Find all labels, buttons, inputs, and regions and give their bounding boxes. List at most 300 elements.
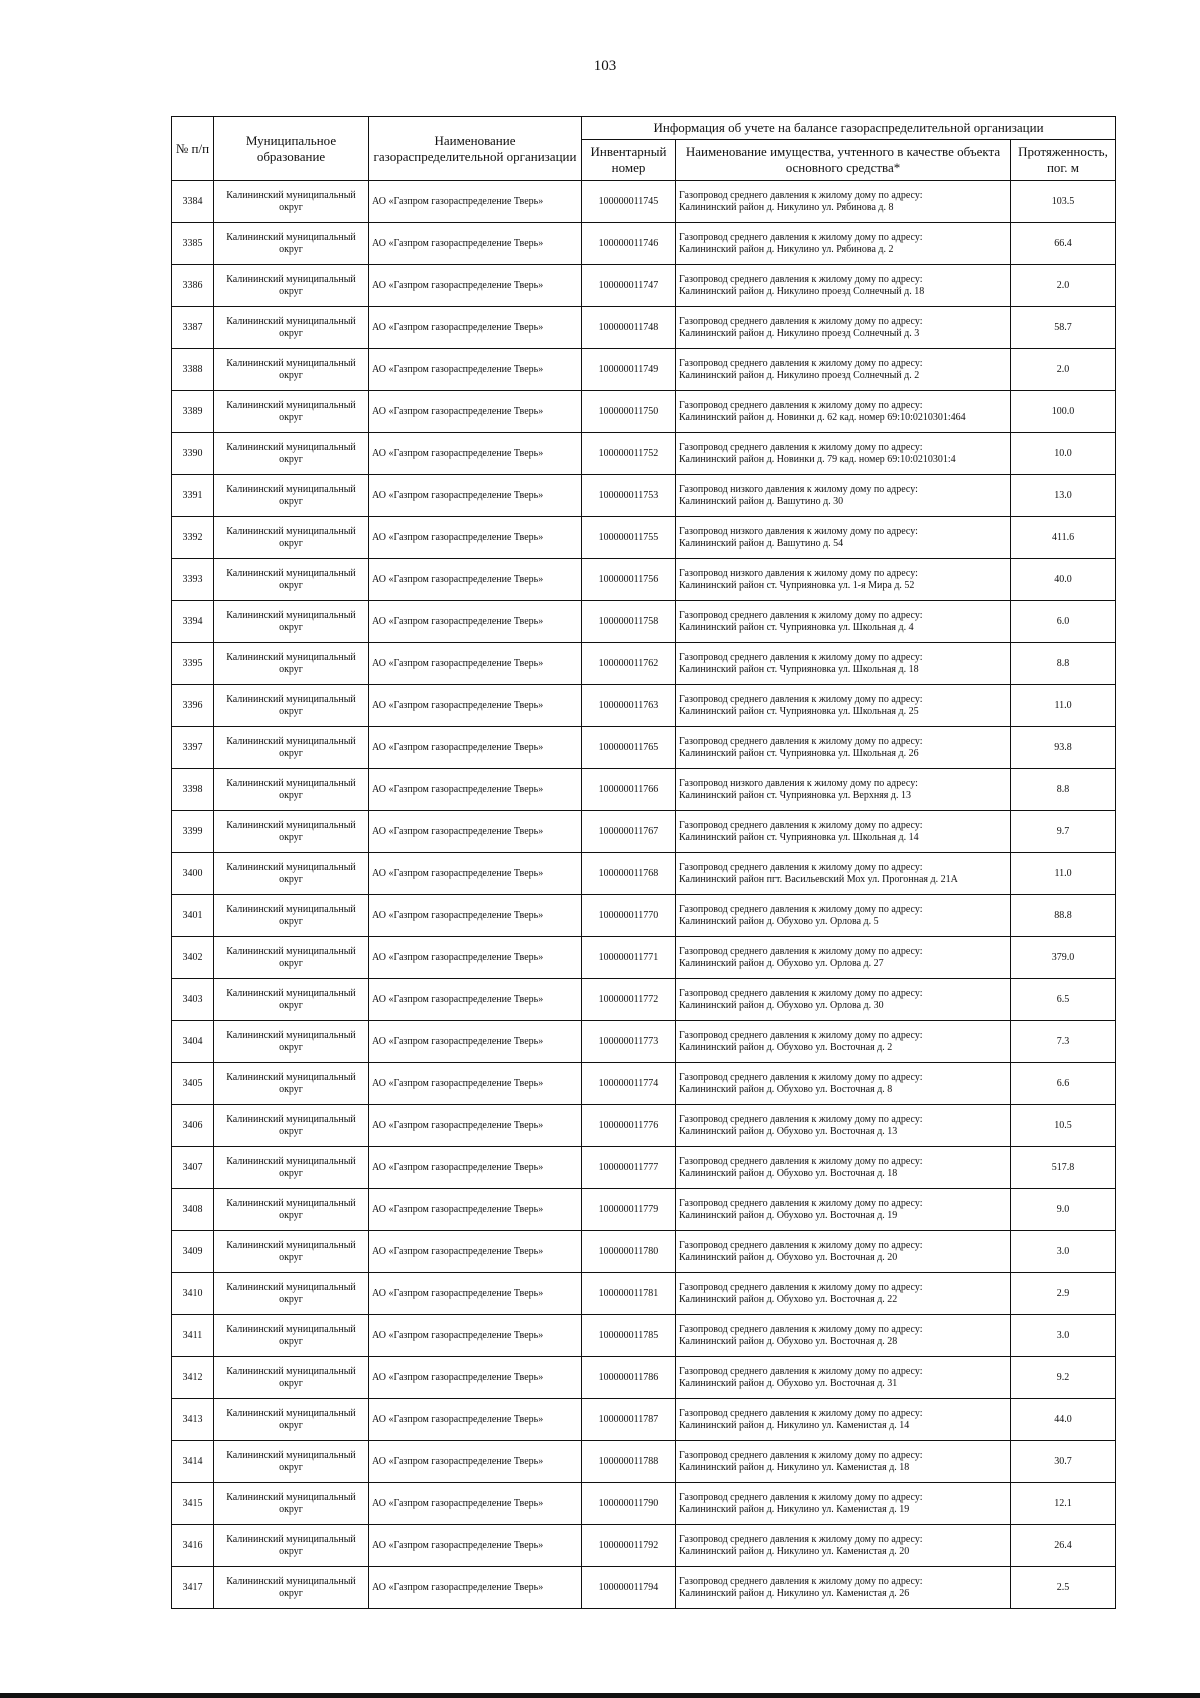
property-name-cell [676, 1231, 1011, 1273]
row-number: 3398 [172, 769, 214, 811]
inventory-number-cell: 100000011794 [582, 1567, 676, 1609]
table-row [172, 433, 1116, 475]
header-balance-info-group: Информация об учете на балансе газораспределительной организации [582, 117, 1116, 140]
length-cell: 66.4 [1011, 223, 1116, 265]
row-number: 3387 [172, 307, 214, 349]
municipality-cell: Калининский муниципальный округ [214, 1483, 369, 1525]
length-cell: 58.7 [1011, 307, 1116, 349]
inventory-number-cell: 100000011777 [582, 1147, 676, 1189]
property-name-cell [676, 685, 1011, 727]
inventory-number-cell: 100000011749 [582, 349, 676, 391]
scan-edge-bar [0, 1693, 1200, 1698]
property-address-line: Калининский район д. Вашутино д. 54 [679, 537, 844, 549]
row-number: 3413 [172, 1399, 214, 1441]
property-address-line: Калининский район ст. Чуприяновка ул. Верхняя д. 13 [679, 789, 911, 801]
municipality-cell: Калининский муниципальный округ [214, 517, 369, 559]
organization-cell: АО «Газпром газораспределение Тверь» [369, 937, 582, 979]
table-row [172, 769, 1116, 811]
table-row [172, 643, 1116, 685]
inventory-number-cell: 100000011763 [582, 685, 676, 727]
inventory-number-cell: 100000011774 [582, 1063, 676, 1105]
organization-cell: АО «Газпром газораспределение Тверь» [369, 391, 582, 433]
row-number: 3401 [172, 895, 214, 937]
property-description-line: Газопровод среднего давления к жилому дому по адресу: [679, 1365, 923, 1377]
inventory-number-cell: 100000011779 [582, 1189, 676, 1231]
property-name-cell [676, 643, 1011, 685]
length-cell: 379.0 [1011, 937, 1116, 979]
property-description-line: Газопровод среднего давления к жилому дому по адресу: [679, 1449, 923, 1461]
organization-cell: АО «Газпром газораспределение Тверь» [369, 181, 582, 223]
property-address-line: Калининский район д. Обухово ул. Восточная д. 18 [679, 1167, 898, 1179]
property-description-line: Газопровод среднего давления к жилому дому по адресу: [679, 1239, 923, 1251]
table-body [172, 181, 1116, 1609]
row-number: 3417 [172, 1567, 214, 1609]
table-row [172, 1483, 1116, 1525]
property-description-line: Газопровод среднего давления к жилому дому по адресу: [679, 315, 923, 327]
municipality-cell: Калининский муниципальный округ [214, 601, 369, 643]
municipality-cell: Калининский муниципальный округ [214, 1357, 369, 1399]
row-number: 3409 [172, 1231, 214, 1273]
length-cell: 10.5 [1011, 1105, 1116, 1147]
page-number: 103 [593, 58, 617, 74]
table-row [172, 1441, 1116, 1483]
property-description-line: Газопровод среднего давления к жилому дому по адресу: [679, 987, 923, 999]
municipality-cell: Калининский муниципальный округ [214, 811, 369, 853]
row-number: 3406 [172, 1105, 214, 1147]
length-cell: 13.0 [1011, 475, 1116, 517]
property-description-line: Газопровод среднего давления к жилому дому по адресу: [679, 399, 923, 411]
table-row [172, 685, 1116, 727]
municipality-cell: Калининский муниципальный округ [214, 1399, 369, 1441]
table-row [172, 937, 1116, 979]
property-registry-table [171, 116, 1116, 1609]
length-cell: 2.5 [1011, 1567, 1116, 1609]
property-description-line: Газопровод низкого давления к жилому дому по адресу: [679, 777, 918, 789]
row-number: 3391 [172, 475, 214, 517]
municipality-cell: Калининский муниципальный округ [214, 265, 369, 307]
property-name-cell [676, 1021, 1011, 1063]
row-number: 3392 [172, 517, 214, 559]
property-name-cell [676, 1567, 1011, 1609]
property-address-line: Калининский район д. Никулино ул. Каменистая д. 26 [679, 1587, 910, 1599]
table-row [172, 265, 1116, 307]
header-property-name: Наименование имущества, учтенного в качестве объекта основного средства* [676, 140, 1011, 181]
property-address-line: Калининский район ст. Чуприяновка ул. Школьная д. 25 [679, 705, 919, 717]
length-cell: 11.0 [1011, 853, 1116, 895]
property-name-cell [676, 223, 1011, 265]
property-address-line: Калининский район ст. Чуприяновка ул. Школьная д. 14 [679, 831, 919, 843]
municipality-cell: Калининский муниципальный округ [214, 1567, 369, 1609]
row-number: 3408 [172, 1189, 214, 1231]
inventory-number-cell: 100000011772 [582, 979, 676, 1021]
row-number: 3407 [172, 1147, 214, 1189]
length-cell: 44.0 [1011, 1399, 1116, 1441]
inventory-number-cell: 100000011786 [582, 1357, 676, 1399]
property-description-line: Газопровод низкого давления к жилому дому по адресу: [679, 483, 918, 495]
table-header-row [172, 117, 1116, 140]
property-description-line: Газопровод среднего давления к жилому дому по адресу: [679, 903, 923, 915]
property-description-line: Газопровод среднего давления к жилому дому по адресу: [679, 1281, 923, 1293]
organization-cell: АО «Газпром газораспределение Тверь» [369, 979, 582, 1021]
row-number: 3393 [172, 559, 214, 601]
property-name-cell [676, 1063, 1011, 1105]
organization-cell: АО «Газпром газораспределение Тверь» [369, 1399, 582, 1441]
property-name-cell [676, 937, 1011, 979]
property-address-line: Калининский район д. Обухово ул. Восточная д. 22 [679, 1293, 898, 1305]
property-address-line: Калининский район д. Обухово ул. Восточная д. 13 [679, 1125, 898, 1137]
property-name-cell [676, 265, 1011, 307]
length-cell: 12.1 [1011, 1483, 1116, 1525]
property-name-cell [676, 559, 1011, 601]
organization-cell: АО «Газпром газораспределение Тверь» [369, 1483, 582, 1525]
length-cell: 9.2 [1011, 1357, 1116, 1399]
property-description-line: Газопровод среднего давления к жилому дому по адресу: [679, 1155, 923, 1167]
header-inventory-number: Инвентарный номер [582, 140, 676, 181]
row-number: 3397 [172, 727, 214, 769]
property-name-cell [676, 349, 1011, 391]
property-name-cell [676, 433, 1011, 475]
table-row [172, 1231, 1116, 1273]
organization-cell: АО «Газпром газораспределение Тверь» [369, 559, 582, 601]
row-number: 3390 [172, 433, 214, 475]
property-name-cell [676, 769, 1011, 811]
inventory-number-cell: 100000011788 [582, 1441, 676, 1483]
inventory-number-cell: 100000011750 [582, 391, 676, 433]
organization-cell: АО «Газпром газораспределение Тверь» [369, 223, 582, 265]
property-description-line: Газопровод среднего давления к жилому дому по адресу: [679, 735, 923, 747]
property-description-line: Газопровод среднего давления к жилому дому по адресу: [679, 273, 923, 285]
row-number: 3416 [172, 1525, 214, 1567]
property-name-cell [676, 811, 1011, 853]
property-description-line: Газопровод среднего давления к жилому дому по адресу: [679, 861, 923, 873]
property-name-cell [676, 1525, 1011, 1567]
organization-cell: АО «Газпром газораспределение Тверь» [369, 349, 582, 391]
length-cell: 11.0 [1011, 685, 1116, 727]
inventory-number-cell: 100000011748 [582, 307, 676, 349]
inventory-number-cell: 100000011755 [582, 517, 676, 559]
inventory-number-cell: 100000011792 [582, 1525, 676, 1567]
property-address-line: Калининский район ст. Чуприяновка ул. 1-я Мира д. 52 [679, 579, 915, 591]
table-row [172, 853, 1116, 895]
inventory-number-cell: 100000011746 [582, 223, 676, 265]
property-description-line: Газопровод среднего давления к жилому дому по адресу: [679, 1071, 923, 1083]
organization-cell: АО «Газпром газораспределение Тверь» [369, 1273, 582, 1315]
inventory-number-cell: 100000011781 [582, 1273, 676, 1315]
municipality-cell: Калининский муниципальный округ [214, 769, 369, 811]
inventory-number-cell: 100000011747 [582, 265, 676, 307]
length-cell: 100.0 [1011, 391, 1116, 433]
municipality-cell: Калининский муниципальный округ [214, 1063, 369, 1105]
row-number: 3415 [172, 1483, 214, 1525]
organization-cell: АО «Газпром газораспределение Тверь» [369, 1105, 582, 1147]
property-description-line: Газопровод среднего давления к жилому дому по адресу: [679, 1323, 923, 1335]
inventory-number-cell: 100000011745 [582, 181, 676, 223]
municipality-cell: Калининский муниципальный округ [214, 1231, 369, 1273]
organization-cell: АО «Газпром газораспределение Тверь» [369, 307, 582, 349]
organization-cell: АО «Газпром газораспределение Тверь» [369, 433, 582, 475]
header-length: Протяженность, пог. м [1011, 140, 1116, 181]
table-row [172, 307, 1116, 349]
property-description-line: Газопровод среднего давления к жилому дому по адресу: [679, 1113, 923, 1125]
municipality-cell: Калининский муниципальный округ [214, 559, 369, 601]
table-row [172, 1399, 1116, 1441]
property-description-line: Газопровод среднего давления к жилому дому по адресу: [679, 1491, 923, 1503]
row-number: 3404 [172, 1021, 214, 1063]
municipality-cell: Калининский муниципальный округ [214, 1315, 369, 1357]
organization-cell: АО «Газпром газораспределение Тверь» [369, 1063, 582, 1105]
header-no: № п/п [172, 117, 214, 181]
length-cell: 88.8 [1011, 895, 1116, 937]
property-description-line: Газопровод среднего давления к жилому дому по адресу: [679, 651, 923, 663]
property-name-cell [676, 391, 1011, 433]
length-cell: 6.6 [1011, 1063, 1116, 1105]
row-number: 3412 [172, 1357, 214, 1399]
property-name-cell [676, 1273, 1011, 1315]
property-name-cell [676, 1357, 1011, 1399]
length-cell: 103.5 [1011, 181, 1116, 223]
property-description-line: Газопровод среднего давления к жилому дому по адресу: [679, 1029, 923, 1041]
table-row [172, 895, 1116, 937]
municipality-cell: Калининский муниципальный округ [214, 1189, 369, 1231]
property-name-cell [676, 1441, 1011, 1483]
municipality-cell: Калининский муниципальный округ [214, 475, 369, 517]
property-address-line: Калининский район д. Никулино проезд Солнечный д. 2 [679, 369, 920, 381]
table-row [172, 1357, 1116, 1399]
municipality-cell: Калининский муниципальный округ [214, 1273, 369, 1315]
table-row [172, 727, 1116, 769]
row-number: 3385 [172, 223, 214, 265]
inventory-number-cell: 100000011765 [582, 727, 676, 769]
organization-cell: АО «Газпром газораспределение Тверь» [369, 1189, 582, 1231]
organization-cell: АО «Газпром газораспределение Тверь» [369, 1525, 582, 1567]
municipality-cell: Калининский муниципальный округ [214, 223, 369, 265]
property-address-line: Калининский район д. Обухово ул. Восточная д. 31 [679, 1377, 898, 1389]
length-cell: 6.0 [1011, 601, 1116, 643]
property-description-line: Газопровод среднего давления к жилому дому по адресу: [679, 1533, 923, 1545]
property-address-line: Калининский район д. Никулино ул. Каменистая д. 19 [679, 1503, 910, 1515]
organization-cell: АО «Газпром газораспределение Тверь» [369, 1567, 582, 1609]
table-row [172, 349, 1116, 391]
property-name-cell [676, 1147, 1011, 1189]
row-number: 3414 [172, 1441, 214, 1483]
inventory-number-cell: 100000011762 [582, 643, 676, 685]
municipality-cell: Калининский муниципальный округ [214, 349, 369, 391]
property-name-cell [676, 1483, 1011, 1525]
property-address-line: Калининский район пгт. Васильевский Мох ул. Прогонная д. 21А [679, 873, 958, 885]
municipality-cell: Калининский муниципальный округ [214, 979, 369, 1021]
table-row [172, 1105, 1116, 1147]
row-number: 3405 [172, 1063, 214, 1105]
property-name-cell [676, 475, 1011, 517]
municipality-cell: Калининский муниципальный округ [214, 727, 369, 769]
municipality-cell: Калининский муниципальный округ [214, 1441, 369, 1483]
inventory-number-cell: 100000011758 [582, 601, 676, 643]
inventory-number-cell: 100000011776 [582, 1105, 676, 1147]
length-cell: 2.9 [1011, 1273, 1116, 1315]
property-name-cell [676, 1189, 1011, 1231]
length-cell: 6.5 [1011, 979, 1116, 1021]
property-name-cell [676, 979, 1011, 1021]
row-number: 3389 [172, 391, 214, 433]
organization-cell: АО «Газпром газораспределение Тверь» [369, 643, 582, 685]
inventory-number-cell: 100000011787 [582, 1399, 676, 1441]
property-name-cell [676, 517, 1011, 559]
inventory-number-cell: 100000011771 [582, 937, 676, 979]
length-cell: 7.3 [1011, 1021, 1116, 1063]
inventory-number-cell: 100000011766 [582, 769, 676, 811]
municipality-cell: Калининский муниципальный округ [214, 1525, 369, 1567]
organization-cell: АО «Газпром газораспределение Тверь» [369, 1441, 582, 1483]
property-description-line: Газопровод среднего давления к жилому дому по адресу: [679, 609, 923, 621]
row-number: 3384 [172, 181, 214, 223]
municipality-cell: Калининский муниципальный округ [214, 1105, 369, 1147]
organization-cell: АО «Газпром газораспределение Тверь» [369, 1147, 582, 1189]
inventory-number-cell: 100000011780 [582, 1231, 676, 1273]
organization-cell: АО «Газпром газораспределение Тверь» [369, 811, 582, 853]
length-cell: 411.6 [1011, 517, 1116, 559]
length-cell: 8.8 [1011, 769, 1116, 811]
header-organization: Наименование газораспределительной организации [369, 117, 582, 181]
property-address-line: Калининский район д. Обухово ул. Восточная д. 19 [679, 1209, 898, 1221]
organization-cell: АО «Газпром газораспределение Тверь» [369, 685, 582, 727]
property-description-line: Газопровод среднего давления к жилому дому по адресу: [679, 441, 923, 453]
property-address-line: Калининский район д. Обухово ул. Орлова д. 30 [679, 999, 884, 1011]
property-address-line: Калининский район д. Никулино ул. Рябинова д. 2 [679, 243, 894, 255]
organization-cell: АО «Газпром газораспределение Тверь» [369, 475, 582, 517]
header-municipality: Муниципальное образование [214, 117, 369, 181]
length-cell: 93.8 [1011, 727, 1116, 769]
table-row [172, 475, 1116, 517]
organization-cell: АО «Газпром газораспределение Тверь» [369, 1021, 582, 1063]
municipality-cell: Калининский муниципальный округ [214, 853, 369, 895]
table-row [172, 1273, 1116, 1315]
row-number: 3402 [172, 937, 214, 979]
property-description-line: Газопровод среднего давления к жилому дому по адресу: [679, 231, 923, 243]
municipality-cell: Калининский муниципальный округ [214, 937, 369, 979]
row-number: 3399 [172, 811, 214, 853]
property-address-line: Калининский район д. Обухово ул. Восточная д. 20 [679, 1251, 898, 1263]
property-description-line: Газопровод среднего давления к жилому дому по адресу: [679, 693, 923, 705]
table-row [172, 1315, 1116, 1357]
property-address-line: Калининский район ст. Чуприяновка ул. Школьная д. 18 [679, 663, 919, 675]
table-row [172, 181, 1116, 223]
inventory-number-cell: 100000011752 [582, 433, 676, 475]
municipality-cell: Калининский муниципальный округ [214, 1147, 369, 1189]
inventory-number-cell: 100000011756 [582, 559, 676, 601]
organization-cell: АО «Газпром газораспределение Тверь» [369, 601, 582, 643]
property-address-line: Калининский район д. Вашутино д. 30 [679, 495, 844, 507]
municipality-cell: Калининский муниципальный округ [214, 391, 369, 433]
property-address-line: Калининский район д. Новинки д. 62 кад. номер 69:10:0210301:464 [679, 411, 966, 423]
property-address-line: Калининский район д. Обухово ул. Восточная д. 28 [679, 1335, 898, 1347]
row-number: 3400 [172, 853, 214, 895]
organization-cell: АО «Газпром газораспределение Тверь» [369, 853, 582, 895]
property-description-line: Газопровод среднего давления к жилому дому по адресу: [679, 1197, 923, 1209]
municipality-cell: Калининский муниципальный округ [214, 895, 369, 937]
inventory-number-cell: 100000011753 [582, 475, 676, 517]
length-cell: 30.7 [1011, 1441, 1116, 1483]
property-address-line: Калининский район д. Никулино ул. Рябинова д. 8 [679, 201, 894, 213]
property-address-line: Калининский район д. Никулино проезд Солнечный д. 3 [679, 327, 920, 339]
row-number: 3411 [172, 1315, 214, 1357]
municipality-cell: Калининский муниципальный округ [214, 181, 369, 223]
table-row [172, 1147, 1116, 1189]
property-address-line: Калининский район д. Обухово ул. Орлова д. 27 [679, 957, 884, 969]
property-address-line: Калининский район ст. Чуприяновка ул. Школьная д. 26 [679, 747, 919, 759]
municipality-cell: Калининский муниципальный округ [214, 307, 369, 349]
property-name-cell [676, 307, 1011, 349]
property-description-line: Газопровод среднего давления к жилому дому по адресу: [679, 1407, 923, 1419]
organization-cell: АО «Газпром газораспределение Тверь» [369, 265, 582, 307]
property-description-line: Газопровод среднего давления к жилому дому по адресу: [679, 189, 923, 201]
row-number: 3388 [172, 349, 214, 391]
length-cell: 3.0 [1011, 1231, 1116, 1273]
table-row [172, 559, 1116, 601]
property-description-line: Газопровод низкого давления к жилому дому по адресу: [679, 567, 918, 579]
length-cell: 2.0 [1011, 349, 1116, 391]
table-row [172, 1567, 1116, 1609]
property-address-line: Калининский район ст. Чуприяновка ул. Школьная д. 4 [679, 621, 914, 633]
length-cell: 517.8 [1011, 1147, 1116, 1189]
row-number: 3394 [172, 601, 214, 643]
row-number: 3395 [172, 643, 214, 685]
property-address-line: Калининский район д. Никулино ул. Каменистая д. 20 [679, 1545, 910, 1557]
length-cell: 3.0 [1011, 1315, 1116, 1357]
organization-cell: АО «Газпром газораспределение Тверь» [369, 1357, 582, 1399]
table-row [172, 979, 1116, 1021]
table-row [172, 223, 1116, 265]
property-description-line: Газопровод среднего давления к жилому дому по адресу: [679, 1575, 923, 1587]
property-address-line: Калининский район д. Новинки д. 79 кад. номер 69:10:0210301:4 [679, 453, 956, 465]
length-cell: 2.0 [1011, 265, 1116, 307]
length-cell: 40.0 [1011, 559, 1116, 601]
organization-cell: АО «Газпром газораспределение Тверь» [369, 769, 582, 811]
property-address-line: Калининский район д. Обухово ул. Восточная д. 8 [679, 1083, 893, 1095]
organization-cell: АО «Газпром газораспределение Тверь» [369, 727, 582, 769]
municipality-cell: Калининский муниципальный округ [214, 643, 369, 685]
property-name-cell [676, 727, 1011, 769]
table-row [172, 811, 1116, 853]
property-address-line: Калининский район д. Обухово ул. Орлова д. 5 [679, 915, 879, 927]
row-number: 3410 [172, 1273, 214, 1315]
property-name-cell [676, 853, 1011, 895]
organization-cell: АО «Газпром газораспределение Тверь» [369, 1315, 582, 1357]
table-row [172, 517, 1116, 559]
property-address-line: Калининский район д. Никулино ул. Каменистая д. 14 [679, 1419, 910, 1431]
row-number: 3403 [172, 979, 214, 1021]
property-description-line: Газопровод среднего давления к жилому дому по адресу: [679, 945, 923, 957]
property-description-line: Газопровод среднего давления к жилому дому по адресу: [679, 357, 923, 369]
municipality-cell: Калининский муниципальный округ [214, 1021, 369, 1063]
property-address-line: Калининский район д. Никулино ул. Каменистая д. 18 [679, 1461, 910, 1473]
property-address-line: Калининский район д. Обухово ул. Восточная д. 2 [679, 1041, 893, 1053]
property-name-cell [676, 181, 1011, 223]
length-cell: 10.0 [1011, 433, 1116, 475]
property-name-cell [676, 1315, 1011, 1357]
table-row [172, 601, 1116, 643]
municipality-cell: Калининский муниципальный округ [214, 685, 369, 727]
property-name-cell [676, 1399, 1011, 1441]
organization-cell: АО «Газпром газораспределение Тверь» [369, 1231, 582, 1273]
inventory-number-cell: 100000011768 [582, 853, 676, 895]
length-cell: 9.0 [1011, 1189, 1116, 1231]
table-row [172, 1189, 1116, 1231]
length-cell: 8.8 [1011, 643, 1116, 685]
length-cell: 9.7 [1011, 811, 1116, 853]
table-row [172, 391, 1116, 433]
organization-cell: АО «Газпром газораспределение Тверь» [369, 895, 582, 937]
row-number: 3396 [172, 685, 214, 727]
